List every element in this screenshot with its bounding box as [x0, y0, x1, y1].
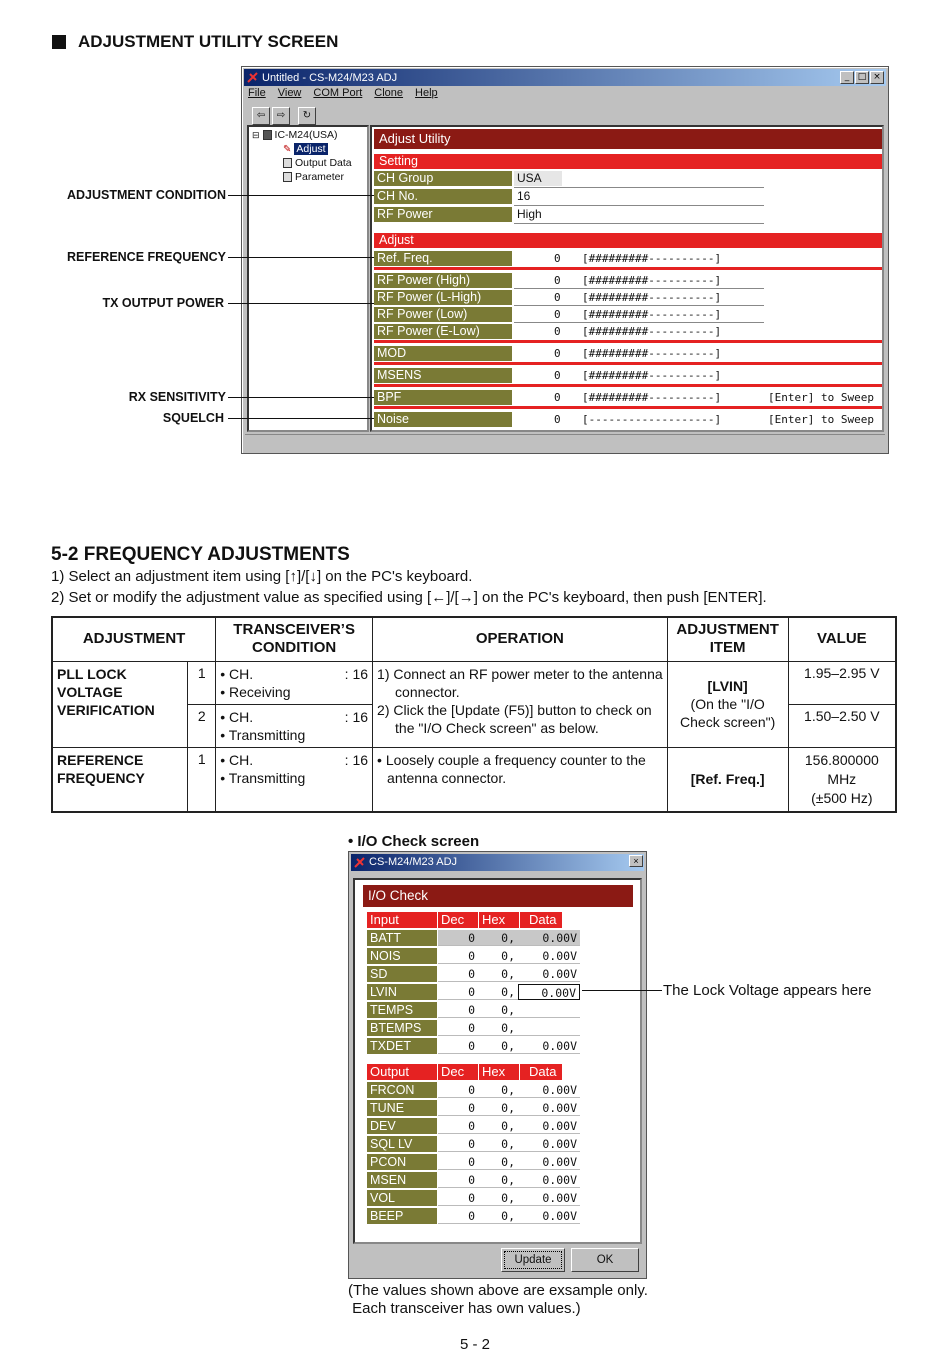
io-check-caption: • I/O Check screen — [348, 833, 480, 850]
tree-view — [247, 125, 369, 432]
adjust-bar: [#########----------] — [582, 274, 722, 287]
io-check-window — [348, 851, 647, 1279]
adjust-value: 0 — [554, 252, 561, 265]
adjust-label[interactable]: RF Power (High) — [374, 273, 512, 288]
adjust-value: 0 — [554, 347, 561, 360]
adjust-label[interactable]: Noise — [374, 412, 512, 427]
tree-root[interactable]: ⊟ IC-M24(USA) — [252, 129, 338, 141]
table-row — [52, 747, 896, 812]
page-number: 5 - 2 — [459, 1336, 490, 1353]
output-row: VOL 0 0, 0.00V — [367, 1190, 580, 1206]
adjust-panel — [370, 125, 884, 432]
adjust-label[interactable]: RF Power (L-High) — [374, 290, 512, 305]
lock-voltage-value: 0.00V — [518, 984, 580, 1000]
output-row: DEV 0 0, 0.00V — [367, 1118, 580, 1134]
menu-com-port[interactable]: COM Port — [313, 87, 363, 99]
wrench-icon: ✎ — [283, 143, 292, 155]
setting-header: Setting — [374, 154, 882, 169]
pll-item-cell: [LVIN] (On the "I/O Check screen") — [667, 661, 788, 747]
adjust-label[interactable]: BPF — [374, 390, 512, 405]
adjust-value: 0 — [554, 291, 561, 304]
menu-help[interactable]: Help — [415, 87, 438, 99]
callout-adjustment-condition: ADJUSTMENT CONDITION — [66, 188, 226, 202]
rf-power-value[interactable]: High — [517, 207, 542, 221]
adjust-bar: [#########----------] — [582, 391, 722, 404]
adjust-bar: [-------------------] — [582, 413, 722, 426]
callout-reference-frequency: REFERENCE FREQUENCY — [66, 250, 226, 264]
pll-operation-cell: 1) Connect an RF power meter to the antenna connector. 2) Click the [Update (F5)] button to check on the "I/O Check screen" as below. — [373, 661, 668, 747]
document-icon — [283, 158, 292, 168]
adjust-label[interactable]: RF Power (E-Low) — [374, 324, 512, 339]
step-2: 2) Set or modify the adjustment value as specified using [←]/[→] on the PC's keyboard, then push [ENTER]. — [51, 589, 767, 606]
callout-rx-sensitivity: RX SENSITIVITY — [128, 390, 226, 404]
io-titlebar — [351, 854, 644, 871]
ref-adjustment-name: REFERENCE FREQUENCY — [52, 747, 188, 812]
ref-operation-cell: • Loosely couple a frequency counter to the antenna connector. — [373, 747, 668, 812]
tree-item-adjust[interactable]: ✎ Adjust — [283, 143, 326, 155]
adjust-app-window — [241, 66, 889, 454]
adjust-label[interactable]: MSENS — [374, 368, 512, 383]
header-condition: TRANSCEIVER’S CONDITION — [216, 617, 373, 661]
section-title-text: ADJUSTMENT UTILITY SCREEN — [78, 32, 339, 51]
adjust-header: Adjust — [374, 233, 882, 248]
adjust-label[interactable]: MOD — [374, 346, 512, 361]
menu-view[interactable]: View — [277, 87, 302, 99]
output-row: TUNE 0 0, 0.00V — [367, 1100, 580, 1116]
adjust-bar: [#########----------] — [582, 291, 722, 304]
adjust-bar: [#########----------] — [582, 325, 722, 338]
adjustment-table — [51, 616, 897, 813]
table-row — [52, 661, 896, 704]
condition-cell: • CH. : 16 • Transmitting — [216, 704, 373, 747]
ok-button[interactable]: OK — [571, 1248, 639, 1272]
output-row: FRCON 0 0, 0.00V — [367, 1082, 580, 1098]
header-operation: OPERATION — [373, 617, 668, 661]
input-row: BATT 0 0, 0.00V — [367, 930, 580, 946]
adjust-value: 0 — [554, 308, 561, 321]
adjust-utility-header: Adjust Utility — [374, 129, 882, 149]
app-titlebar — [244, 69, 886, 86]
write-icon[interactable]: ⇨ — [272, 107, 290, 125]
adjust-value: 0 — [554, 325, 561, 338]
adjust-bar: [#########----------] — [582, 252, 722, 265]
adjust-bar: [#########----------] — [582, 369, 722, 382]
condition-cell: • CH. : 16 • Receiving — [216, 661, 373, 704]
setting-label: RF Power — [374, 207, 512, 222]
input-row: TEMPS 0 0, — [367, 1002, 580, 1018]
close-button[interactable]: × — [870, 71, 884, 84]
output-row: MSEN 0 0, 0.00V — [367, 1172, 580, 1188]
adjust-bar: [#########----------] — [582, 308, 722, 321]
section-title — [52, 32, 338, 52]
output-row: SQL LV 0 0, 0.00V — [367, 1136, 580, 1152]
ch-group-value[interactable]: USA — [514, 171, 562, 186]
frequency-adjustments-title: 5-2 FREQUENCY ADJUSTMENTS — [51, 544, 350, 565]
io-check-header: I/O Check — [363, 885, 633, 907]
io-panel — [353, 878, 642, 1244]
row-number: 1 — [188, 747, 216, 812]
header-item: ADJUSTMENT ITEM — [667, 617, 788, 661]
adjust-label[interactable]: RF Power (Low) — [374, 307, 512, 322]
adjust-value: 0 — [554, 413, 561, 426]
menu-bar — [248, 87, 438, 103]
ref-item-cell: [Ref. Freq.] — [667, 747, 788, 812]
menu-clone[interactable]: Clone — [374, 87, 404, 99]
setting-label: CH No. — [374, 189, 512, 204]
document-icon — [283, 172, 292, 182]
input-row-lvin: LVIN 0 0, 0.00V — [367, 984, 580, 1000]
lock-voltage-callout: The Lock Voltage appears here — [663, 982, 872, 999]
output-row: BEEP 0 0, 0.00V — [367, 1208, 580, 1224]
io-title: CS-M24/M23 ADJ — [369, 856, 458, 868]
lock-voltage-leader — [582, 990, 662, 991]
toolbar — [252, 107, 316, 125]
header-value: VALUE — [788, 617, 896, 661]
output-row: PCON 0 0, 0.00V — [367, 1154, 580, 1170]
condition-cell: • CH. : 16 • Transmitting — [216, 747, 373, 812]
adjust-label[interactable]: Ref. Freq. — [374, 251, 512, 266]
value-cell: 1.95–2.95 V — [788, 661, 896, 704]
refresh-icon[interactable]: ↻ — [298, 107, 316, 125]
value-cell: 1.50–2.50 V — [788, 704, 896, 747]
sweep-note: [Enter] to Sweep — [768, 413, 874, 426]
app-icon — [354, 856, 366, 868]
app-icon — [247, 71, 259, 83]
app-title: Untitled - CS-M24/M23 ADJ — [262, 71, 398, 84]
values-note: (The values shown above are exsample only. Each transceiver has own values.) — [348, 1282, 648, 1317]
setting-label: CH Group — [374, 171, 512, 186]
callout-tx-output-power: TX OUTPUT POWER — [102, 296, 224, 310]
adjust-bar: [#########----------] — [582, 347, 722, 360]
input-row: BTEMPS 0 0, — [367, 1020, 580, 1036]
status-bar — [245, 434, 885, 450]
collapse-icon[interactable]: ⊟ — [252, 129, 260, 140]
sweep-note: [Enter] to Sweep — [768, 391, 874, 404]
pll-adjustment-name: PLL LOCK VOLTAGE VERIFICATION — [52, 661, 188, 747]
step-1: 1) Select an adjustment item using [↑]/[↓] on the PC's keyboard. — [51, 568, 473, 585]
read-icon[interactable]: ⇦ — [252, 107, 270, 125]
callout-squelch: SQUELCH — [162, 411, 224, 425]
row-number: 1 — [188, 661, 216, 704]
menu-file[interactable]: File — [248, 87, 266, 99]
minimize-button[interactable]: _ — [840, 71, 854, 84]
row-number: 2 — [188, 704, 216, 747]
adjust-value: 0 — [554, 274, 561, 287]
input-header-row: Input Dec Hex Data — [367, 912, 562, 928]
input-row: TXDET 0 0, 0.00V — [367, 1038, 580, 1054]
ref-value-cell: 156.800000 MHz (±500 Hz) — [788, 747, 896, 812]
adjust-value: 0 — [554, 369, 561, 382]
ch-no-value[interactable]: 16 — [517, 189, 531, 203]
header-adjustment: ADJUSTMENT — [52, 617, 216, 661]
io-close-button[interactable]: × — [629, 855, 643, 867]
adjust-value: 0 — [554, 391, 561, 404]
tree-item-parameter[interactable]: Parameter — [283, 171, 344, 183]
tree-item-output-data[interactable]: Output Data — [283, 157, 352, 169]
input-row: NOIS 0 0, 0.00V — [367, 948, 580, 964]
output-header-row: Output Dec Hex Data — [367, 1064, 562, 1080]
update-button[interactable]: Update — [501, 1248, 565, 1272]
radio-icon — [263, 130, 272, 140]
input-row: SD 0 0, 0.00V — [367, 966, 580, 982]
section-marker — [52, 35, 66, 49]
maximize-button[interactable]: □ — [855, 71, 869, 84]
